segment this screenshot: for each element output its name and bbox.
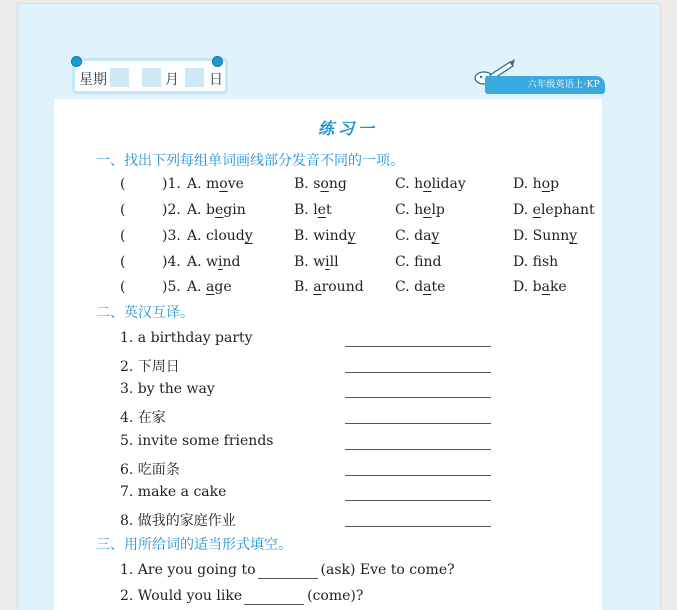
translation-item: 3. by the way: [120, 381, 215, 398]
option-text: A. cloud: [187, 228, 245, 244]
answer-line[interactable]: [345, 346, 491, 347]
underlined-letters: y: [431, 228, 440, 244]
answer-line[interactable]: [345, 423, 491, 424]
option-b[interactable]: [294, 176, 347, 192]
fill-question-hint: (ask) Eve to come?: [320, 562, 455, 578]
option-text: D.: [513, 202, 533, 218]
option-text: C. d: [395, 279, 424, 295]
section2-heading: 二、英汉互译。: [96, 305, 194, 321]
option-text: lephant: [540, 202, 595, 218]
left-margin-band: [18, 99, 54, 610]
answer-line[interactable]: [345, 500, 491, 501]
answer-line[interactable]: [345, 526, 491, 527]
underlined-letters: o: [541, 176, 551, 192]
option-text: ve: [227, 176, 244, 192]
pin-icon: [212, 56, 223, 67]
underlined-letters: i: [218, 254, 223, 270]
fill-blank[interactable]: [258, 578, 318, 579]
option-text: D. h: [513, 176, 542, 192]
underlined-letters: e: [214, 202, 224, 218]
answer-paren-open: (: [120, 228, 126, 244]
question-number: )1.: [162, 176, 181, 192]
option-b[interactable]: [294, 254, 339, 270]
option-text: A. m: [187, 176, 220, 192]
option-text: gin: [223, 202, 246, 218]
underlined-letters: o: [320, 176, 329, 192]
answer-line[interactable]: [345, 372, 491, 373]
translation-item: 7. make a cake: [120, 484, 227, 501]
question-number: )5.: [162, 279, 181, 295]
translation-item: 8. 做我的家庭作业: [120, 512, 236, 529]
month-label: 月: [165, 72, 179, 88]
translation-item: 1. a birthday party: [120, 330, 253, 346]
answer-blank[interactable]: [130, 279, 160, 295]
option-a[interactable]: [187, 176, 244, 192]
underlined-letters: a: [206, 279, 215, 295]
option-text: C. f: [395, 254, 424, 270]
option-a[interactable]: [187, 254, 240, 270]
option-c[interactable]: [395, 254, 441, 270]
question-number: )4.: [162, 254, 181, 270]
option-c[interactable]: [395, 228, 439, 244]
option-text: D. f: [513, 254, 542, 270]
answer-line[interactable]: [345, 475, 491, 476]
translation-item: 2. 下周日: [120, 358, 180, 375]
option-c[interactable]: [395, 176, 466, 192]
option-text: nd: [222, 254, 241, 270]
option-text: ll: [329, 254, 339, 270]
underlined-letters: i: [325, 254, 330, 270]
fill-blank[interactable]: [244, 604, 304, 605]
option-a[interactable]: [187, 279, 232, 295]
option-text: te: [431, 279, 446, 295]
question-number: )2.: [162, 202, 181, 218]
option-text: B. l: [294, 202, 318, 218]
option-text: C. h: [395, 202, 424, 218]
answer-paren-open: (: [120, 176, 126, 192]
option-a[interactable]: [187, 202, 246, 218]
option-text: t: [325, 202, 332, 218]
page-title: 练习一: [318, 119, 379, 138]
weekday-blank[interactable]: [110, 68, 129, 87]
underlined-letters: e: [532, 202, 541, 218]
option-c[interactable]: [395, 202, 445, 218]
fill-question-text: 1. Are you going to: [120, 562, 256, 578]
option-text: B. w: [294, 254, 326, 270]
underlined-letters: a: [313, 279, 322, 295]
right-margin-band: [602, 64, 660, 610]
option-text: C. h: [395, 176, 424, 192]
answer-line[interactable]: [345, 449, 491, 450]
book-tag: 六年级英语上·KP: [485, 76, 605, 94]
option-text: ke: [549, 279, 567, 295]
option-b[interactable]: [294, 202, 332, 218]
option-text: C. da: [395, 228, 432, 244]
pin-icon: [71, 56, 82, 67]
option-text: round: [321, 279, 364, 295]
day-blank[interactable]: [185, 68, 204, 87]
underlined-letters: o: [219, 176, 228, 192]
translation-item: 6. 吃面条: [120, 461, 180, 478]
answer-line[interactable]: [345, 397, 491, 398]
underlined-letters: a: [541, 279, 550, 295]
option-text: A. b: [187, 202, 215, 218]
option-b[interactable]: [294, 228, 356, 244]
option-c[interactable]: [395, 279, 445, 295]
section3-heading: 三、用所给词的适当形式填空。: [96, 537, 292, 553]
option-b[interactable]: [294, 279, 364, 295]
underlined-letters: o: [423, 176, 432, 192]
section1-heading: 一、找出下列每组单词画线部分发音不同的一项。: [96, 153, 404, 169]
option-text: p: [550, 176, 560, 192]
option-d[interactable]: [513, 176, 559, 192]
underlined-letters: y: [244, 228, 253, 244]
option-text: sh: [541, 254, 559, 270]
option-text: liday: [431, 176, 466, 192]
question-number: )3.: [162, 228, 181, 244]
option-a[interactable]: [187, 228, 253, 244]
option-text: B. s: [294, 176, 321, 192]
answer-blank[interactable]: [130, 202, 160, 218]
answer-paren-open: (: [120, 279, 126, 295]
fill-question-text: 2. Would you like: [120, 588, 243, 604]
option-text: B. wind: [294, 228, 348, 244]
option-text: D. b: [513, 279, 542, 295]
option-text: D. Sunn: [513, 228, 570, 244]
fill-question-hint: (come)?: [307, 588, 364, 604]
answer-blank[interactable]: [130, 228, 160, 244]
translation-item: 5. invite some friends: [120, 432, 274, 449]
answer-paren-open: (: [120, 254, 126, 270]
option-text: ng: [328, 176, 347, 192]
date-box: [72, 58, 228, 94]
underlined-letters: y: [569, 228, 578, 244]
option-text: A.: [187, 279, 207, 295]
option-d[interactable]: [513, 279, 567, 295]
option-text: nd: [423, 254, 442, 270]
option-text: ge: [214, 279, 232, 295]
underlined-letters: a: [423, 279, 432, 295]
worksheet-page: [18, 4, 660, 610]
answer-blank[interactable]: [130, 254, 160, 270]
month-blank[interactable]: [142, 68, 161, 87]
weekday-label: 星期: [79, 72, 107, 88]
underlined-letters: e: [423, 202, 432, 218]
underlined-letters: y: [347, 228, 356, 244]
underlined-letters: e: [317, 202, 326, 218]
translation-item: 4. 在家: [120, 410, 166, 427]
answer-paren-open: (: [120, 202, 126, 218]
answer-blank[interactable]: [130, 176, 160, 192]
option-text: B.: [294, 279, 314, 295]
option-d[interactable]: [513, 254, 558, 270]
option-d[interactable]: [513, 202, 595, 218]
day-label: 日: [209, 72, 223, 88]
option-text: A. w: [187, 254, 218, 270]
option-text: lp: [431, 202, 445, 218]
option-d[interactable]: [513, 228, 577, 244]
